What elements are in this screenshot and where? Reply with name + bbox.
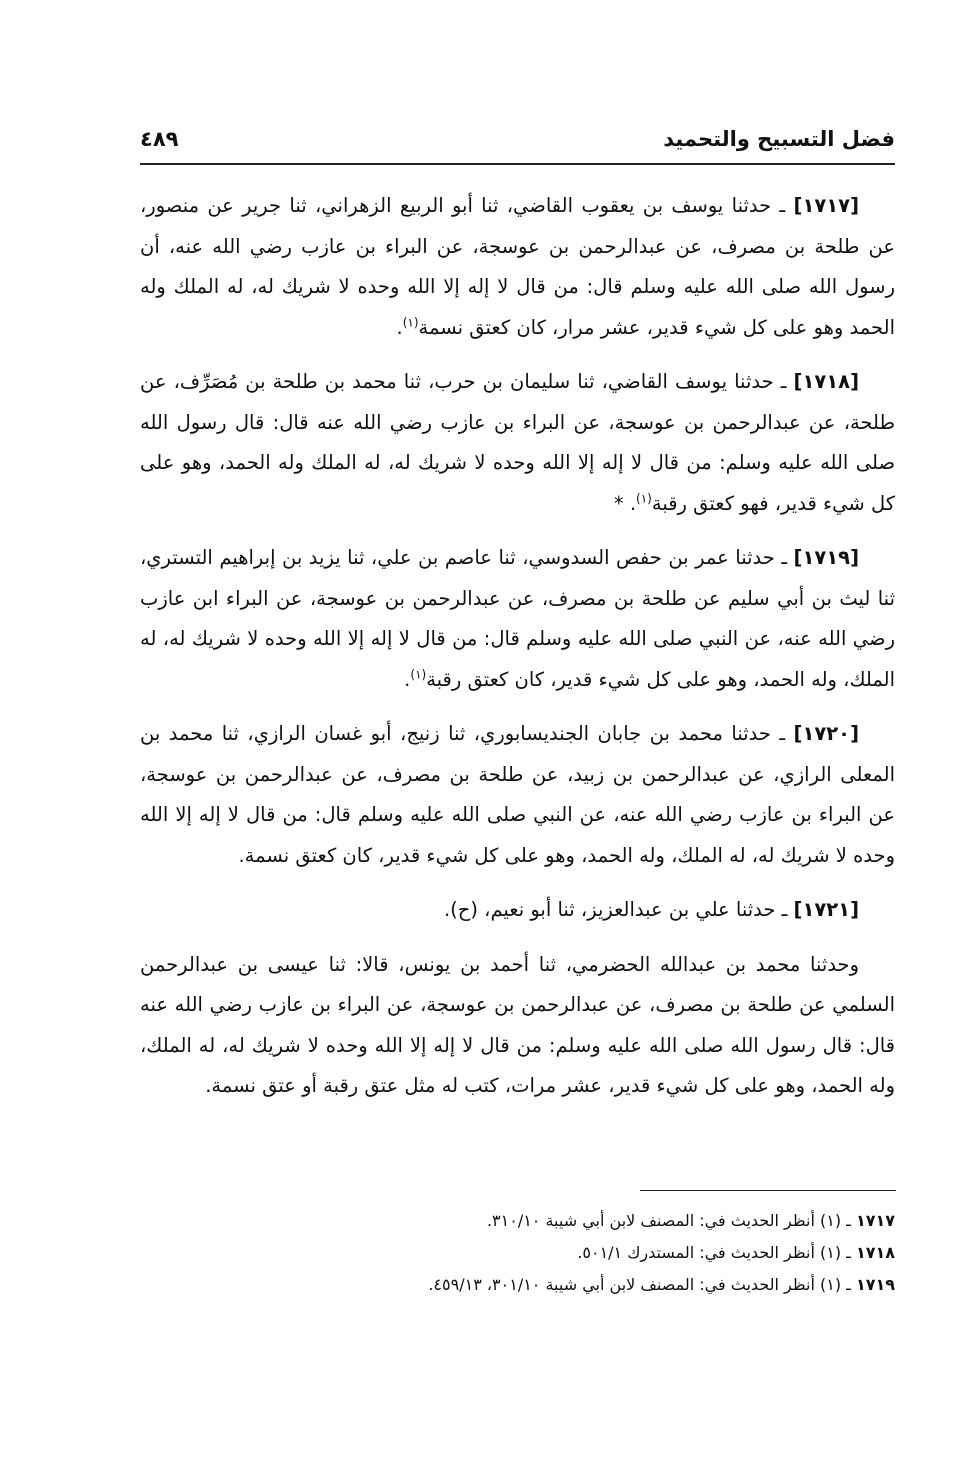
hadith-1718 [140, 362, 895, 524]
hadith-1721-continuation [140, 945, 895, 1107]
footnote-ref: (١) [410, 667, 427, 681]
footnote-number: ١٧١٨ [855, 1243, 895, 1262]
footnote-text: ـ (١) أنظر الحديث في: المصنف لابن أبي شيبة ٣٠١/١٠، ٤٥٩/١٣. [428, 1275, 856, 1294]
hadith-1717 [140, 186, 895, 348]
hadith-tail: . [404, 667, 411, 691]
hadith-number: [١٧١٨] [793, 370, 859, 393]
footnote-text: ـ (١) أنظر الحديث في: المصنف لابن أبي شيبة ٣١٠/١٠. [486, 1211, 856, 1230]
footnote-ref: (١) [636, 491, 652, 505]
footnote-ref: (١) [402, 315, 419, 329]
hadith-text: ـ حدثنا عمر بن حفص السدوسي، ثنا عاصم بن علي، ثنا يزيد بن إبراهيم التستري، ثنا ليث بن أبي سليم عن طلحة بن مصرف، عن عبدالرحمن بن عوسجة، عن البراء ابن عازب رضي الله عنه، عن النبي صلى الله عليه وسلم قال: من قال لا إله إلا الله وحده لا شريك له، له الملك، وله الحمد، وهو على كل شيء قدير، كان كعتق رقبة [140, 546, 895, 691]
footnote-1717 [140, 1205, 895, 1237]
hadith-text: ـ حدثنا يوسف بن يعقوب القاضي، ثنا أبو الربيع الزهراني، ثنا جرير عن منصور، عن طلحة بن مصرف، عن عبدالرحمن بن عوسجة، عن البراء بن عازب رضي الله عنه، أن رسول الله صلى الله عليه وسلم قال: من قال لا إله إلا الله وحده لا شريك له، له الملك وله الحمد وهو على كل شيء قدير، عشر مرار، كان كعتق نسمة [140, 194, 895, 339]
hadith-1719 [140, 538, 895, 700]
footnote-text: ـ (١) أنظر الحديث في: المستدرك ٥٠١/١. [577, 1243, 856, 1262]
hadith-number: [١٧٢١] [793, 898, 859, 921]
page-number: ٤٨٩ [140, 127, 179, 151]
footnote-number: ١٧١٧ [855, 1211, 895, 1230]
hadith-tail: . [396, 315, 403, 339]
hadith-text: ـ حدثنا يوسف القاضي، ثنا سليمان بن حرب، ثنا محمد بن طلحة بن مُصَرِّف، عن طلحة، عن عبدالرحمن بن عوسجة، عن البراء بن عازب رضي الله عنه قال: قال رسول الله صلى الله عليه وسلم: من قال لا إله إلا الله وحده لا شريك له، له الملك وله الحمد، وهو على كل شيء قدير، فهو كعتق رقبة [140, 370, 895, 515]
hadith-tail: . * [613, 491, 637, 515]
hadith-1721 [140, 890, 895, 931]
header-rule [140, 163, 895, 165]
hadith-1720 [140, 714, 895, 876]
footnote-1718 [140, 1237, 895, 1269]
hadith-number: [١٧٢٠] [793, 722, 859, 745]
footnote-1719 [140, 1269, 895, 1301]
footnotes [140, 1205, 895, 1301]
hadith-text: وحدثنا محمد بن عبدالله الحضرمي، ثنا أحمد بن يونس، قالا: ثنا عيسى بن عبدالرحمن السلمي عن طلحة بن مصرف، عن عبدالرحمن بن عوسجة، عن البراء بن عازب رضي الله عنه قال: قال رسول الله صلى الله عليه وسلم: من قال لا إله إلا الله وحده لا شريك له، له الملك، وله الحمد، وهو على كل شيء قدير، عشر مرات، كتب له مثل عتق رقبة أو عتق نسمة. [140, 952, 895, 1097]
footnote-rule [640, 1190, 896, 1191]
footnote-number: ١٧١٩ [855, 1275, 895, 1294]
body-text [140, 186, 895, 1121]
hadith-number: [١٧١٧] [793, 194, 859, 217]
running-title: فضل التسبيح والتحميد [663, 127, 895, 151]
hadith-text: ـ حدثنا علي بن عبدالعزيز، ثنا أبو نعيم، (ح). [443, 898, 794, 921]
hadith-number: [١٧١٩] [793, 546, 859, 569]
page-header [140, 118, 895, 162]
hadith-text: ـ حدثنا محمد بن جابان الجنديسابوري، ثنا زنيج، أبو غسان الرازي، ثنا محمد بن المعلى الرازي، عن عبدالرحمن بن زبيد، عن طلحة بن مصرف، عن عبدالرحمن بن عوسجة، عن البراء بن عازب رضي الله عنه، عن النبي صلى الله عليه وسلم قال: من قال لا إله إلا الله وحده لا شريك له، له الملك، وله الحمد، وهو على كل شيء قدير، كان كعتق نسمة. [140, 722, 895, 867]
